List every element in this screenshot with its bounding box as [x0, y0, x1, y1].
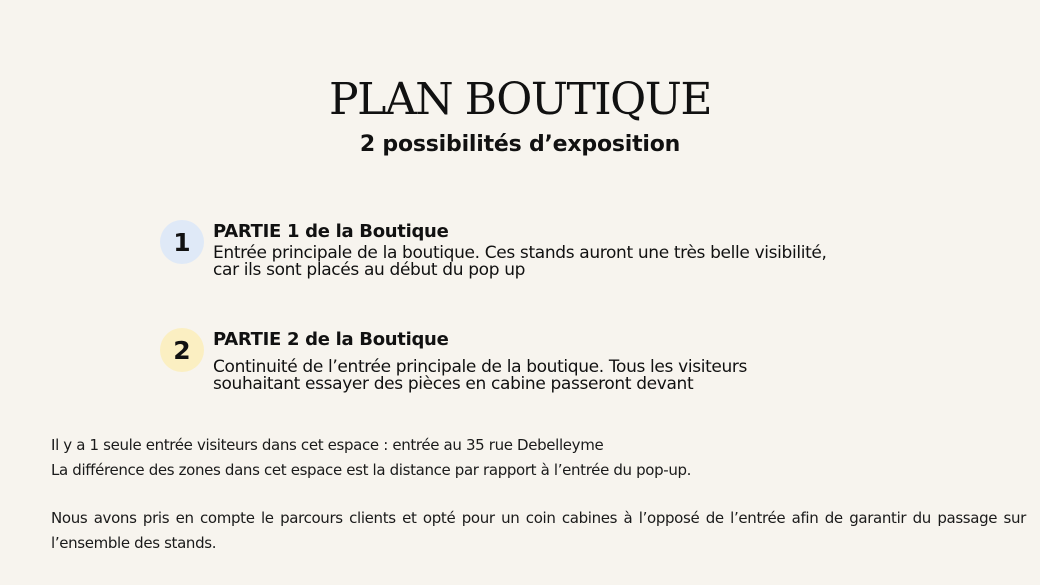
- part-2-number-badge: 2: [160, 328, 204, 372]
- entrance-note-line-2: La différence des zones dans cet espace est la distance par rapport à l’entrée du pop-up.: [51, 460, 692, 479]
- customer-path-paragraph: Nous avons pris en compte le parcours clients et opté pour un coin cabines à l’opposé de l’entrée afin de garantir du passage sur l’ensemble des stands.: [51, 509, 1026, 552]
- part-1-description-line-1: Entrée principale de la boutique. Ces stands auront une très belle visibilité,: [213, 243, 827, 263]
- part-2-description-line-2: souhaitant essayer des pièces en cabine passeront devant: [213, 374, 694, 394]
- page-subtitle: 2 possibilités d’exposition: [359, 132, 681, 157]
- part-2-text: [213, 328, 973, 393]
- customer-path-note: [51, 506, 1026, 555]
- part-1-heading: PARTIE 1 de la Boutique: [213, 221, 449, 242]
- part-2-heading: PARTIE 2 de la Boutique: [213, 329, 449, 350]
- part-1-number-badge: 1: [160, 220, 204, 264]
- entrance-notes: [51, 433, 1026, 482]
- part-2-description: [213, 359, 973, 393]
- part-2-description-line-1: Continuité de l’entrée principale de la boutique. Tous les visiteurs: [213, 357, 748, 377]
- entrance-note-line-1: Il y a 1 seule entrée visiteurs dans cet espace : entrée au 35 rue Debelleyme: [51, 436, 604, 454]
- part-1-description-line-2: car ils sont placés au début du pop up: [213, 260, 526, 280]
- page-title: PLAN BOUTIQUE: [329, 74, 711, 125]
- part-1-text: [213, 220, 973, 279]
- part-1-description: [213, 245, 973, 279]
